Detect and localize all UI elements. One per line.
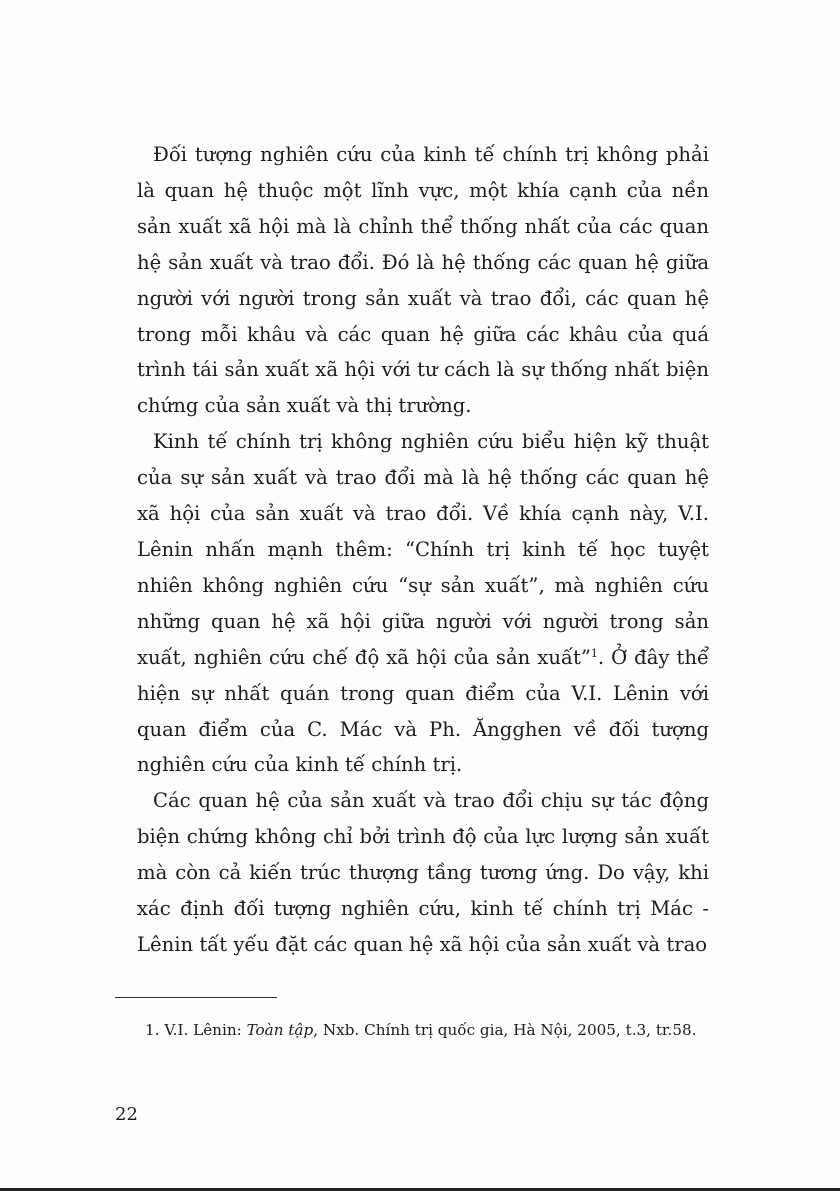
footnote-entry [115, 1016, 709, 1045]
footnote-reference: 1 [590, 646, 598, 660]
paragraph-2-continuation: . Ở đây thể hiện sự nhất quán trong quan điểm của V.I. Lênin với quan điểm của C. Mác và Ph. Ăngghen về đối tượng nghiên cứu của kinh tế chính trị. [137, 645, 709, 777]
page-number: 22 [115, 1104, 138, 1125]
paragraph-3: Các quan hệ của sản xuất và trao đổi chịu sự tác động biện chứng không chỉ bởi trình độ của lực lượng sản xuất mà còn cả kiến trúc thượng tầng tương ứng. Do vậy, khi xác định đối tượng nghiên cứu, kinh tế chính trị Mác - Lênin tất yếu đặt các quan hệ xã hội của sản xuất và trao [137, 789, 709, 956]
paragraph-1: Đối tượng nghiên cứu của kinh tế chính trị không phải là quan hệ thuộc một lĩnh vực, một khía cạnh của nền sản xuất xã hội mà là chỉnh thể thống nhất của các quan hệ sản xuất và trao đổi. Đó là hệ thống các quan hệ giữa người với người trong sản xuất và trao đổi, các quan hệ trong mỗi khâu và các quan hệ giữa các khâu của quá trình tái sản xuất xã hội với tư cách là sự thống nhất biện chứng của sản xuất và thị trường. [137, 143, 709, 418]
footnote-author: 1. V.I. Lênin: [145, 1021, 247, 1039]
footnote-divider [115, 997, 277, 998]
body-text [137, 137, 709, 963]
paragraph-2-text: Kinh tế chính trị không nghiên cứu biểu hiện kỹ thuật của sự sản xuất và trao đổi mà là hệ thống các quan hệ xã hội của sản xuất và trao đổi. Về khía cạnh này, V.I. Lênin nhấn mạnh thêm: “Chính trị kinh tế học tuyệt nhiên không nghiên cứu “sự sản xuất”, mà nghiên cứu những quan hệ xã hội giữa người với người trong sản xuất, nghiên cứu chế độ xã hội của sản xuất” [137, 430, 709, 669]
footnote-title: Toàn tập [246, 1021, 314, 1039]
paragraph-2 [137, 424, 709, 783]
footnote [115, 1016, 709, 1045]
footnote-details: , Nxb. Chính trị quốc gia, Hà Nội, 2005, t.3, tr.58. [313, 1021, 697, 1039]
